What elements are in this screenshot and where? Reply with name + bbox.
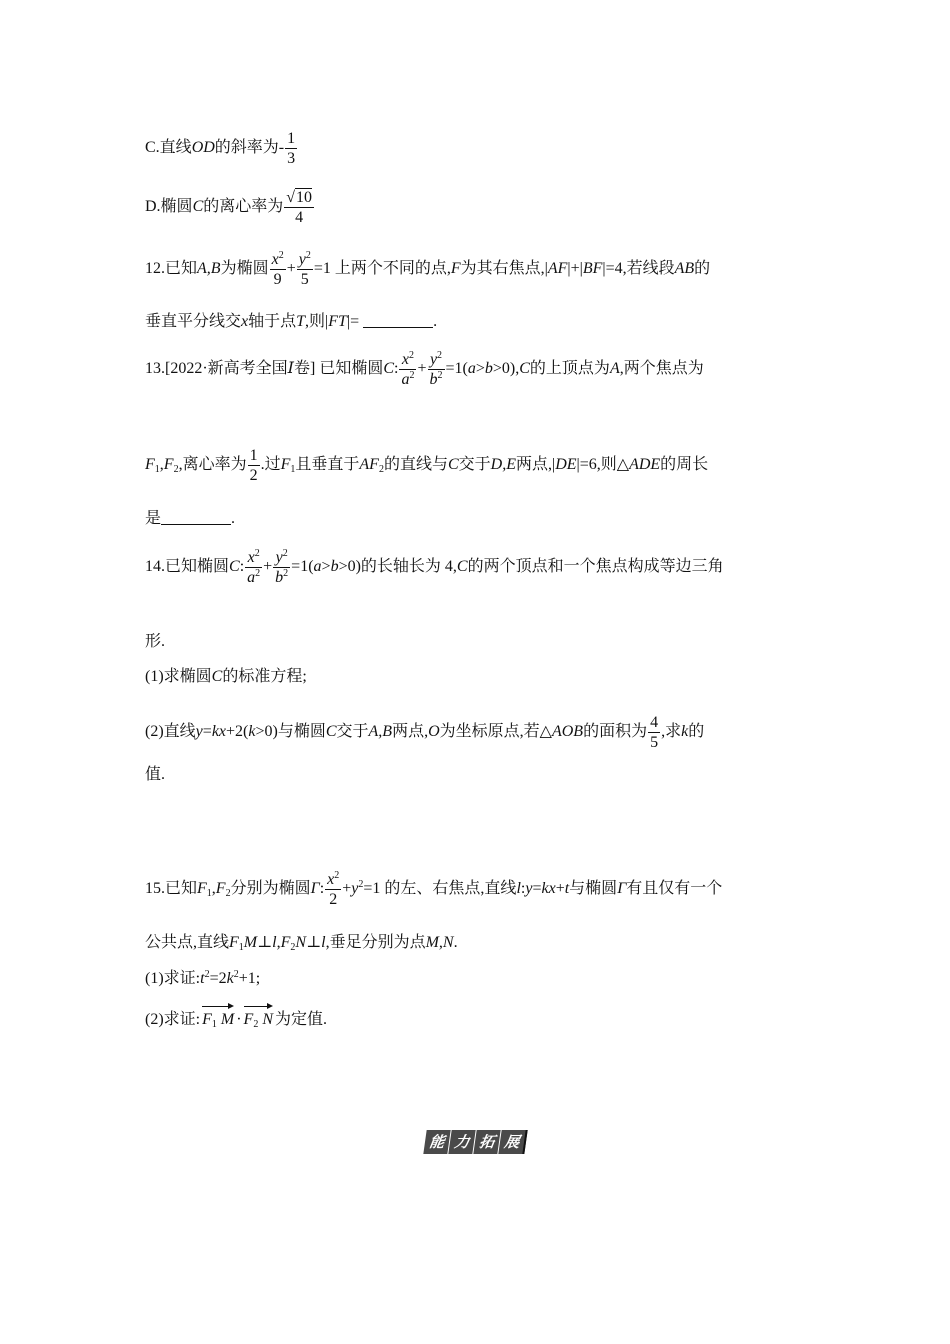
question-14-line-2: 形.	[145, 633, 166, 650]
question-13-line-2: $F_1,F_2$,离心率为 $\frac{1}{2}$ .过$F_1$且垂直于$AF_2$的直线与C交于D,E两点,|DE|=6,则△ADE的周长	[145, 447, 709, 484]
question-14-part-2: (2)直线y=kx+2(k>0)与椭圆C交于A,B两点,O为坐标原点,若△AOB的面积为 $\frac{4}{5}$ ,求k的	[145, 714, 705, 751]
question-14-line-5: 值.	[145, 766, 166, 783]
section-banner	[425, 1130, 526, 1154]
square-root: √10	[286, 189, 313, 206]
option-c: C.直线OD的斜率为- $\frac{1}{3}$	[145, 130, 296, 167]
fraction: $\frac{y^2}{b^2}$	[429, 350, 443, 388]
banner-char: 力	[448, 1130, 475, 1154]
question-15-part-2: (2)求证: $F_1$ $M \cdot F_2$ N 为定值.	[145, 1004, 327, 1030]
question-13-line-3: 是 .	[145, 510, 236, 527]
question-15-line-1: 15.已知$F_1,F_2$分别为椭圆Γ: $\frac{x^2}{2}$ $+y^2=1$ 的左、右焦点,直线l:y=kx+t与椭圆Γ有且仅有一个	[145, 870, 723, 908]
fraction: $\frac{y^2}{5}$	[298, 250, 311, 288]
fraction: $\frac{√10}{4}$	[286, 189, 313, 226]
question-12-line-1: 12.已知A,B为椭圆 $\frac{x^2}{9}$ + $\frac{y^2}{5}$ =1 上两个不同的点,F为其右焦点,|AF|+|BF|=4,若线段AB的	[145, 250, 711, 288]
option-d: D.椭圆C的离心率为 $\frac{√10}{4}$	[145, 189, 313, 226]
question-13-line-1: 13.[2022·新高考全国Ⅰ卷] 已知椭圆C: $\frac{x^2}{a^2}$ + $\frac{y^2}{b^2}$ =1(a>b>0),C的上顶点为A,两个焦点为	[145, 350, 704, 388]
answer-blank[interactable]	[161, 510, 231, 525]
question-14-line-1: 14.已知椭圆C: $\frac{x^2}{a^2}$ + $\frac{y^2}{b^2}$ =1(a>b>0)的长轴长为 4,C的两个顶点和一个焦点构成等边三角	[145, 548, 724, 586]
fraction: $\frac{4}{5}$	[650, 714, 659, 751]
fraction: $\frac{y^2}{b^2}$	[275, 548, 289, 586]
question-15-line-2: 公共点,直线$F_1M\perp l,F_2N\perp l$,垂足分别为点M,N.	[145, 934, 458, 953]
question-14-part-1: (1)求椭圆C的标准方程;	[145, 668, 307, 685]
banner-char: 拓	[473, 1130, 500, 1154]
fraction: $\frac{x^2}{a^2}$	[401, 350, 415, 388]
fraction: $\frac{1}{3}$	[287, 130, 296, 167]
answer-blank[interactable]	[363, 313, 433, 328]
question-15-part-1: (1)求证$:t^2=2k^2+1$;	[145, 969, 261, 987]
vector-f1m: $F_1$ M	[202, 1004, 234, 1030]
fraction: $\frac{x^2}{2}$	[327, 870, 340, 908]
fraction: $\frac{1}{2}$	[249, 447, 258, 484]
fraction: $\frac{x^2}{a^2}$	[247, 548, 261, 586]
question-12-line-2: 垂直平分线交x轴于点T,则|FT|= .	[145, 313, 438, 330]
vector-f2n: $F_2$ N	[244, 1004, 273, 1030]
banner-char: 展	[498, 1130, 527, 1154]
banner-char: 能	[423, 1130, 450, 1154]
fraction: $\frac{x^2}{9}$	[271, 250, 284, 288]
